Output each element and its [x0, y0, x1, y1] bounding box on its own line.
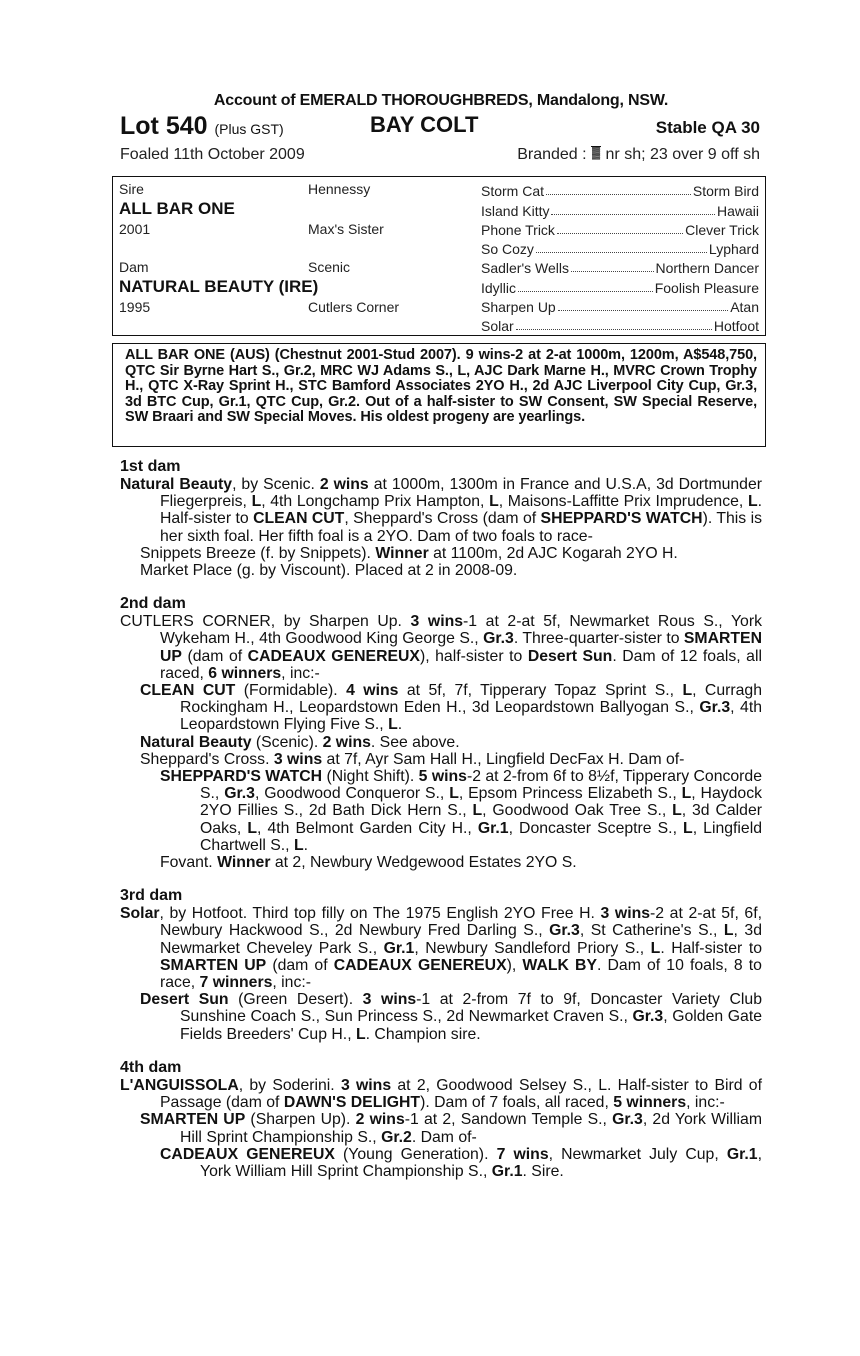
- ancestor-row: [481, 180, 759, 199]
- ancestor-row: [481, 238, 759, 257]
- leader-dots: [518, 291, 653, 292]
- sire-year: 2001: [119, 221, 151, 237]
- ancestor-sire: Storm Bird: [692, 183, 759, 199]
- leader-dots: [571, 271, 654, 272]
- lot-line: [120, 112, 762, 142]
- ancestor: Island Kitty: [481, 203, 550, 219]
- progeny-entry: CADEAUX GENEREUX (Young Generation). 7 wins, Newmarket July Cup, Gr.1, York William Hill Sprint Championship S., Gr.1. Sire.: [160, 1145, 762, 1180]
- leader-dots: [516, 329, 712, 330]
- ancestor-row: [481, 257, 759, 276]
- dam-name: NATURAL BEAUTY (IRE): [119, 277, 319, 296]
- ancestor-row: [481, 200, 759, 219]
- ancestor-sire: Foolish Pleasure: [654, 280, 759, 296]
- third-dam-heading: 3rd dam: [120, 887, 183, 905]
- branded-info: [517, 146, 760, 164]
- gst-note: (Plus GST): [214, 121, 284, 137]
- consignor-line: Account of EMERALD THOROUGHBREDS, Mandalong, NSW.: [213, 92, 669, 109]
- progeny-entry: SHEPPARD'S WATCH (Night Shift). 5 wins-2 at 2-from 6f to 8½f, Tipperary Concorde S., Gr.3, Goodwood Conqueror S., L, Epsom Princess Elizabeth S., L, Haydock 2YO Fillies S., 2d Bath Dick Hern S., L, Goodwood Oak Tree S., L, 3d Calder Oaks, L, 4th Belmont Garden City H., Gr.1, Doncaster Sceptre S., L, Lingfield Chartwell S., L.: [160, 768, 763, 854]
- ancestor-row: [481, 277, 759, 296]
- ancestor-sire: Hotfoot: [713, 318, 759, 334]
- ancestor: Phone Trick: [481, 222, 555, 238]
- ancestor-row: [481, 219, 759, 238]
- ancestor-sire: Lyphard: [708, 241, 759, 257]
- second-dam-paragraph: CUTLERS CORNER, by Sharpen Up. 3 wins-1 at 2-at 5f, Newmarket Rous S., York Wykeham H., 4th Goodwood King George S., Gr.3. Three-quarter-sister to SMARTEN UP (dam of CADEAUX GENEREUX), half-sister to Desert Sun. Dam of 12 foals, all raced, 6 winners, inc:-: [120, 613, 762, 682]
- progeny-entry: Natural Beauty (Scenic). 2 wins. See above.: [140, 733, 460, 751]
- foaled-line: [120, 142, 762, 168]
- dam-label: Dam: [119, 259, 149, 275]
- first-dam-paragraph: Natural Beauty, by Scenic. 2 wins at 1000m, 1300m in France and U.S.A, 3d Dortmunder Fliegerpreis, L, 4th Longchamp Prix Hampton, L, Maisons-Laffitte Prix Imprudence, L. Half-sister to CLEAN CUT, Sheppard's Cross (dam of SHEPPARD'S WATCH). This is her sixth foal. Her fifth foal is a 2YO. Dam of two foals to race-: [120, 476, 763, 545]
- third-dam-paragraph: Solar, by Hotfoot. Third top filly on The 1975 English 2YO Free H. 3 wins-2 at 2-at 5f, 6f, Newbury Hackwood S., 2d Newbury Fred Darling S., Gr.3, St Catherine's S., L, 3d Newmarket Cheveley Park S., Gr.1, Newbury Sandleford Priory S., L. Half-sister to SMARTEN UP (dam of CADEAUX GENEREUX), WALK BY. Dam of 10 foals, 8 to race, 7 winners, inc:-: [120, 905, 763, 992]
- progeny-entry: Desert Sun (Green Desert). 3 wins-1 at 2-from 7f to 9f, Doncaster Variety Club Sunshine Coach S., Sun Princess S., 2d Newmarket Craven S., Gr.3, Golden Gate Fields Breeders' Cup H., L. Champion sire.: [140, 991, 762, 1043]
- lot-label: Lot 540: [120, 112, 208, 140]
- ancestor-sire: Atan: [730, 299, 759, 315]
- ancestor-row: [481, 315, 759, 334]
- sire-summary-box: ALL BAR ONE (AUS) (Chestnut 2001-Stud 2007). 9 wins-2 at 2-at 1000m, 1200m, A$548,750, QTC Sir Byrne Hart S., Gr.2, MRC WJ Adams S., L, AJC Dark Marne H., MVRC Crown Trophy H., QTC X-Ray Sprint H., STC Bamford Associates 2YO H., 2d AJC Liverpool City Cup, Gr.3, 3d BTC Cup, Gr.1, QTC Cup, Gr.2. Out of a half-sister to SW Consent, SW Special Reserve, SW Braari and SW Special Moves. His oldest progeny are yearlings.: [112, 343, 766, 447]
- branded-label: Branded :: [517, 146, 587, 163]
- dam-year: 1995: [119, 299, 151, 315]
- progeny-entry: CLEAN CUT (Formidable). 4 wins at 5f, 7f, Tipperary Topaz Sprint S., L, Curragh Rockingham H., Leopardstown Eden H., 3d Leopardstown Ballyogan S., Gr.3, 4th Leopardstown Flying Five S., L.: [140, 682, 762, 734]
- ancestor: Solar: [481, 318, 514, 334]
- second-dam-heading: 2nd dam: [120, 595, 186, 613]
- dam-dam: Cutlers Corner: [308, 299, 400, 315]
- lot-number: [120, 112, 284, 141]
- ancestor-row: [481, 296, 759, 315]
- leader-dots: [558, 310, 728, 311]
- sire-sire: Hennessy: [308, 181, 371, 197]
- ancestor: Sadler's Wells: [481, 260, 569, 276]
- leader-dots: [546, 194, 691, 195]
- ancestor: Sharpen Up: [481, 299, 556, 315]
- ancestor-sire: Clever Trick: [685, 222, 759, 238]
- ancestor-sire: Hawaii: [716, 203, 759, 219]
- first-dam-heading: 1st dam: [120, 458, 181, 475]
- ancestor: Storm Cat: [481, 183, 545, 199]
- ancestor: So Cozy: [481, 241, 534, 257]
- stable-number: Stable QA 30: [655, 118, 760, 137]
- leader-dots: [557, 233, 683, 234]
- ancestor-sire: Northern Dancer: [655, 260, 759, 276]
- leader-dots: [551, 214, 715, 215]
- progeny-entry: Snippets Breeze (f. by Snippets). Winner at 1100m, 2d AJC Kogarah 2YO H.: [140, 544, 678, 562]
- dam-sire: Scenic: [308, 259, 351, 275]
- progeny-entry: Fovant. Winner at 2, Newbury Wedgewood Estates 2YO S.: [160, 854, 577, 872]
- progeny-entry: Sheppard's Cross. 3 wins at 7f, Ayr Sam Hall H., Lingfield DecFax H. Dam of-: [140, 750, 685, 768]
- leader-dots: [536, 252, 707, 253]
- pedigree-notes: [120, 458, 762, 1180]
- lot-title: BAY COLT: [370, 112, 479, 137]
- sire-name: ALL BAR ONE: [119, 199, 235, 218]
- branded-marks: nr sh; 23 over 9 off sh: [605, 146, 760, 163]
- fourth-dam-heading: 4th dam: [120, 1058, 182, 1076]
- foaled-date: Foaled 11th October 2009: [120, 146, 305, 163]
- progeny-entry: Market Place (g. by Viscount). Placed at 2 in 2008-09.: [140, 562, 518, 580]
- catalogue-header: [120, 92, 762, 168]
- ancestor: Idyllic: [481, 280, 517, 296]
- brand-mark-icon: ▓: [592, 147, 601, 159]
- pedigree-table: [112, 176, 766, 336]
- sire-dam: Max's Sister: [308, 221, 384, 237]
- fourth-dam-paragraph: L'ANGUISSOLA, by Soderini. 3 wins at 2, Goodwood Selsey S., L. Half-sister to Bird of Passage (dam of DAWN'S DELIGHT). Dam of 7 foals, all raced, 5 winners, inc:-: [120, 1076, 762, 1112]
- progeny-entry: SMARTEN UP (Sharpen Up). 2 wins-1 at 2, Sandown Temple S., Gr.3, 2d York William Hill Sprint Championship S., Gr.2. Dam of-: [140, 1111, 762, 1146]
- sire-label: Sire: [119, 181, 144, 197]
